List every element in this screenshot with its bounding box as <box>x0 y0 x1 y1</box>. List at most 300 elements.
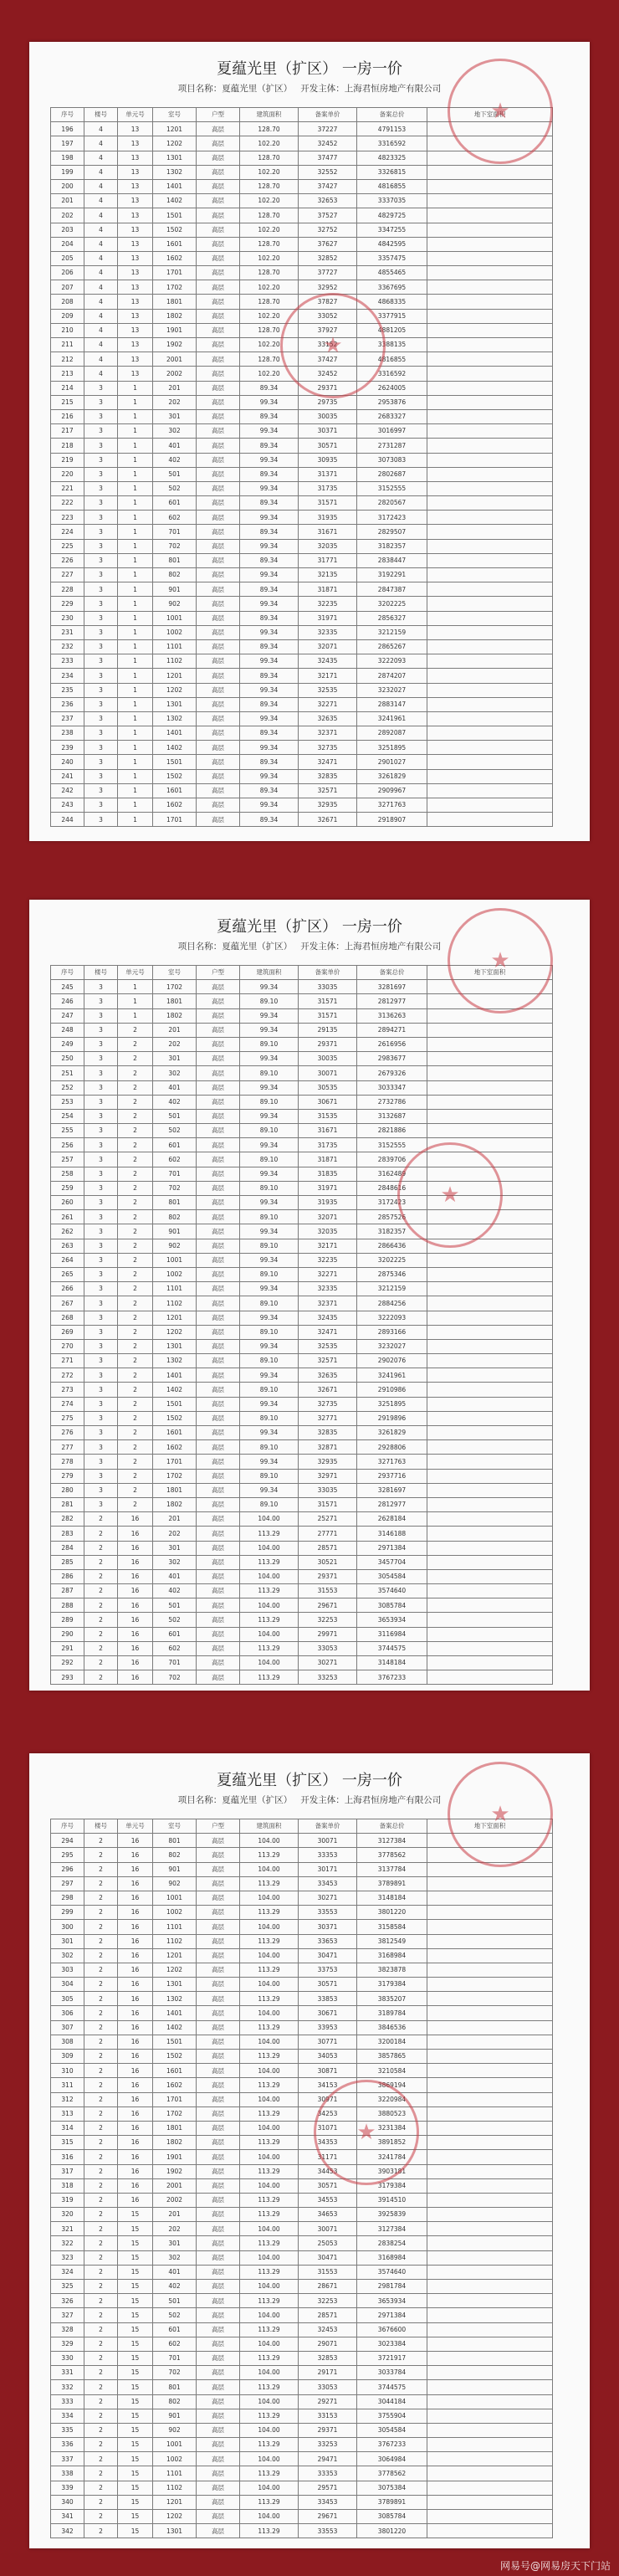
table-cell: 218 <box>51 439 84 453</box>
table-cell <box>427 1311 553 1325</box>
table-cell: 37927 <box>299 323 357 337</box>
table-row <box>51 338 553 352</box>
table-cell: 30071 <box>299 1834 357 1848</box>
table-cell <box>427 683 553 697</box>
table-cell <box>427 597 553 611</box>
table-cell <box>427 1181 553 1195</box>
table-cell: 4842595 <box>357 237 427 251</box>
table-cell: 113.29 <box>240 1613 299 1627</box>
table-cell: 2 <box>84 2495 118 2509</box>
table-cell: 401 <box>153 1080 197 1095</box>
table-cell: 104.00 <box>240 2510 299 2524</box>
table-cell: 2 <box>84 2222 118 2236</box>
table-cell: 89.10 <box>240 1037 299 1051</box>
table-cell: 702 <box>153 1670 197 1685</box>
table-cell: 2 <box>118 1354 153 1368</box>
table-cell: 2 <box>84 2208 118 2222</box>
column-header: 室号 <box>153 108 197 122</box>
table-cell: 2971384 <box>357 2308 427 2322</box>
table-row <box>51 2495 553 2509</box>
table-cell: 16 <box>118 2092 153 2106</box>
table-cell: 802 <box>153 1210 197 1224</box>
table-cell: 高层 <box>197 1891 240 1905</box>
table-cell: 204 <box>51 237 84 251</box>
table-cell: 3 <box>84 1267 118 1281</box>
table-cell: 高层 <box>197 2150 240 2164</box>
table-cell: 高层 <box>197 1906 240 1920</box>
table-cell: 113.29 <box>240 1848 299 1862</box>
table-cell: 1 <box>118 381 153 395</box>
table-cell: 3 <box>84 1339 118 1353</box>
table-cell: 30035 <box>299 1052 357 1066</box>
table-cell: 高层 <box>197 251 240 265</box>
table-cell: 3880523 <box>357 2106 427 2121</box>
table-cell: 104.00 <box>240 2035 299 2049</box>
table-cell: 1301 <box>153 697 197 711</box>
table-cell: 273 <box>51 1383 84 1397</box>
table-cell: 340 <box>51 2495 84 2509</box>
table-cell: 3367695 <box>357 280 427 295</box>
table-cell: 30571 <box>299 1978 357 1992</box>
table-cell: 294 <box>51 1834 84 1848</box>
table-cell: 336 <box>51 2438 84 2452</box>
table-cell <box>427 122 553 136</box>
table-cell <box>427 208 553 223</box>
table-cell <box>427 367 553 381</box>
table-cell: 2002 <box>153 367 197 381</box>
table-cell: 30671 <box>299 1095 357 1109</box>
table-cell: 16 <box>118 1641 153 1655</box>
table-cell: 219 <box>51 453 84 467</box>
table-cell: 3 <box>84 741 118 755</box>
table-cell: 2937716 <box>357 1469 427 1483</box>
table-cell: 2 <box>84 2438 118 2452</box>
table-cell: 104.00 <box>240 1978 299 1992</box>
table-cell: 13 <box>118 309 153 323</box>
table-row <box>51 1598 553 1613</box>
table-cell: 2 <box>84 1598 118 1613</box>
table-cell: 3148184 <box>357 1656 427 1670</box>
table-cell: 99.34 <box>240 1426 299 1440</box>
table-cell: 3347255 <box>357 223 427 237</box>
table-cell: 29671 <box>299 2510 357 2524</box>
table-cell: 902 <box>153 597 197 611</box>
table-cell: 222 <box>51 496 84 511</box>
table-cell: 32035 <box>299 1224 357 1239</box>
table-cell: 3152555 <box>357 481 427 495</box>
table-cell: 89.10 <box>240 1411 299 1425</box>
table-cell: 高层 <box>197 208 240 223</box>
table-cell: 2 <box>84 2380 118 2394</box>
table-cell: 206 <box>51 266 84 280</box>
table-cell: 29271 <box>299 2394 357 2409</box>
table-cell: 198 <box>51 151 84 165</box>
table-row <box>51 1267 553 1281</box>
table-cell: 99.34 <box>240 769 299 783</box>
table-cell: 高层 <box>197 2495 240 2509</box>
table-cell: 30371 <box>299 1920 357 1934</box>
table-cell: 高层 <box>197 2136 240 2150</box>
page-subtitle: 项目名称：夏蕴光里（扩区） 开发主体：上海君恒房地产有限公司 <box>177 942 442 952</box>
table-cell: 3 <box>84 1037 118 1051</box>
table-cell: 4823325 <box>357 151 427 165</box>
table-cell: 1501 <box>153 208 197 223</box>
table-cell: 高层 <box>197 1152 240 1167</box>
table-cell: 113.29 <box>240 2294 299 2308</box>
table-cell: 3 <box>84 1080 118 1095</box>
table-cell <box>427 2193 553 2207</box>
table-cell: 15 <box>118 2481 153 2495</box>
table-cell <box>427 2250 553 2265</box>
table-row <box>51 683 553 697</box>
table-cell: 3 <box>84 539 118 553</box>
table-cell: 32471 <box>299 1325 357 1339</box>
table-cell: 2909967 <box>357 783 427 798</box>
table-row <box>51 1440 553 1455</box>
table-cell: 2847387 <box>357 582 427 597</box>
table-cell: 3 <box>84 1152 118 1167</box>
table-cell: 901 <box>153 1224 197 1239</box>
table-cell: 13 <box>118 165 153 179</box>
table-cell: 32452 <box>299 367 357 381</box>
table-cell <box>427 2438 553 2452</box>
column-header: 室号 <box>153 966 197 980</box>
table-cell: 33453 <box>299 1876 357 1891</box>
table-cell: 2 <box>84 1920 118 1934</box>
table-cell <box>427 1224 553 1239</box>
table-row <box>51 1541 553 1555</box>
table-cell: 1202 <box>153 683 197 697</box>
table-cell: 501 <box>153 1598 197 1613</box>
table-cell: 3179384 <box>357 1978 427 1992</box>
table-cell: 高层 <box>197 1296 240 1311</box>
table-cell: 102.20 <box>240 367 299 381</box>
table-cell <box>427 496 553 511</box>
table-cell: 225 <box>51 539 84 553</box>
table-cell <box>427 2366 553 2380</box>
table-cell: 高层 <box>197 741 240 755</box>
table-cell: 33553 <box>299 1906 357 1920</box>
table-cell: 30671 <box>299 2006 357 2020</box>
column-header: 建筑面积 <box>240 108 299 122</box>
table-cell: 265 <box>51 1267 84 1281</box>
table-cell: 89.34 <box>240 755 299 769</box>
column-header: 备案总价 <box>357 108 427 122</box>
column-header: 地下室面积 <box>427 966 553 980</box>
table-cell: 高层 <box>197 553 240 567</box>
table-cell: 264 <box>51 1253 84 1267</box>
table-cell <box>427 2280 553 2294</box>
table-cell: 291 <box>51 1641 84 1655</box>
table-cell: 31935 <box>299 511 357 525</box>
table-row <box>51 1152 553 1167</box>
table-cell: 高层 <box>197 1497 240 1511</box>
table-cell: 269 <box>51 1325 84 1339</box>
table-cell: 1402 <box>153 2020 197 2035</box>
column-header: 备案总价 <box>357 1819 427 1834</box>
table-cell: 34553 <box>299 2193 357 2207</box>
table-cell: 32671 <box>299 1383 357 1397</box>
table-cell: 4868335 <box>357 295 427 309</box>
table-cell: 1601 <box>153 1426 197 1440</box>
table-cell: 89.34 <box>240 467 299 481</box>
table-row <box>51 2006 553 2020</box>
table-cell: 270 <box>51 1339 84 1353</box>
table-cell: 2 <box>118 1469 153 1483</box>
table-cell: 3127384 <box>357 1834 427 1848</box>
table-cell: 高层 <box>197 367 240 381</box>
table-cell: 32871 <box>299 1440 357 1455</box>
table-cell: 2 <box>84 2136 118 2150</box>
table-cell: 2 <box>84 2337 118 2351</box>
table-cell: 3835207 <box>357 1992 427 2006</box>
table-cell: 104.00 <box>240 1541 299 1555</box>
table-row <box>51 1584 553 1598</box>
table-cell: 3189784 <box>357 2006 427 2020</box>
table-cell: 104.00 <box>240 2121 299 2135</box>
table-cell: 272 <box>51 1368 84 1383</box>
table-cell: 201 <box>51 194 84 208</box>
table-cell <box>427 2409 553 2423</box>
table-cell: 16 <box>118 2035 153 2049</box>
table-cell <box>427 1555 553 1569</box>
table-cell: 13 <box>118 338 153 352</box>
table-cell: 高层 <box>197 2510 240 2524</box>
table-cell: 13 <box>118 266 153 280</box>
table-cell: 1802 <box>153 2136 197 2150</box>
table-cell: 224 <box>51 525 84 539</box>
column-header: 备案单价 <box>299 966 357 980</box>
table-cell: 3891852 <box>357 2136 427 2150</box>
table-cell: 2 <box>118 1282 153 1296</box>
table-row <box>51 122 553 136</box>
table-row <box>51 2035 553 2049</box>
table-cell: 2894271 <box>357 1023 427 1037</box>
table-cell: 2 <box>84 2193 118 2207</box>
table-cell: 1601 <box>153 237 197 251</box>
table-cell: 31735 <box>299 481 357 495</box>
table-cell: 1 <box>118 553 153 567</box>
table-cell <box>427 1239 553 1253</box>
table-cell: 3789891 <box>357 2495 427 2509</box>
table-row <box>51 2064 553 2078</box>
table-cell: 2 <box>84 1656 118 1670</box>
table-cell: 1301 <box>153 2524 197 2538</box>
table-cell: 15 <box>118 2438 153 2452</box>
table-cell: 199 <box>51 165 84 179</box>
table-cell <box>427 1052 553 1066</box>
table-cell: 104.00 <box>240 1920 299 1934</box>
table-cell: 2 <box>84 1963 118 1977</box>
table-cell <box>427 2121 553 2135</box>
table-cell: 310 <box>51 2064 84 2078</box>
table-header-row <box>51 108 553 122</box>
table-cell: 2802687 <box>357 467 427 481</box>
page-1 <box>29 42 590 841</box>
table-cell: 高层 <box>197 2193 240 2207</box>
price-table <box>50 1819 553 2538</box>
table-cell <box>427 151 553 165</box>
table-cell <box>427 1455 553 1469</box>
table-cell: 701 <box>153 1167 197 1181</box>
table-cell <box>427 2208 553 2222</box>
table-row <box>51 409 553 423</box>
table-row <box>51 2510 553 2524</box>
table-cell: 高层 <box>197 2078 240 2092</box>
table-cell <box>427 2050 553 2064</box>
table-cell: 201 <box>153 2208 197 2222</box>
table-cell: 304 <box>51 1978 84 1992</box>
table-cell: 2 <box>118 1483 153 1497</box>
table-header-row <box>51 1819 553 1834</box>
table-cell: 31553 <box>299 1584 357 1598</box>
table-cell: 3 <box>84 395 118 409</box>
table-cell <box>427 395 553 409</box>
table-cell <box>427 798 553 813</box>
table-cell: 3 <box>84 813 118 827</box>
table-cell: 37227 <box>299 122 357 136</box>
table-cell: 13 <box>118 280 153 295</box>
table-row <box>51 136 553 151</box>
table-cell: 2910986 <box>357 1383 427 1397</box>
table-cell: 1 <box>118 769 153 783</box>
table-cell: 16 <box>118 1963 153 1977</box>
table-row <box>51 2208 553 2222</box>
table-row <box>51 511 553 525</box>
table-cell: 30521 <box>299 1555 357 1569</box>
table-cell: 16 <box>118 2078 153 2092</box>
table-cell: 902 <box>153 1876 197 1891</box>
table-cell: 2 <box>84 2236 118 2250</box>
table-cell: 113.29 <box>240 2078 299 2092</box>
table-row <box>51 1080 553 1095</box>
table-cell: 32653 <box>299 194 357 208</box>
table-cell: 1 <box>118 654 153 669</box>
table-cell: 295 <box>51 1848 84 1862</box>
table-cell: 2 <box>84 1584 118 1598</box>
table-cell: 37827 <box>299 295 357 309</box>
table-cell: 104.00 <box>240 1512 299 1527</box>
table-cell <box>427 1023 553 1037</box>
table-cell: 16 <box>118 1569 153 1583</box>
table-cell: 31735 <box>299 1138 357 1152</box>
table-cell: 1501 <box>153 2035 197 2049</box>
table-cell: 233 <box>51 654 84 669</box>
table-cell: 高层 <box>197 237 240 251</box>
table-cell: 2919896 <box>357 1411 427 1425</box>
table-cell: 32771 <box>299 1411 357 1425</box>
table-cell: 13 <box>118 223 153 237</box>
table-row <box>51 2020 553 2035</box>
table-cell: 1402 <box>153 194 197 208</box>
table-cell: 99.34 <box>240 1109 299 1123</box>
table-cell: 高层 <box>197 1023 240 1037</box>
table-cell: 29371 <box>299 1037 357 1051</box>
table-row <box>51 251 553 265</box>
table-cell: 32435 <box>299 1311 357 1325</box>
table-cell: 15 <box>118 2495 153 2509</box>
table-cell: 285 <box>51 1555 84 1569</box>
table-row <box>51 2366 553 2380</box>
table-cell: 335 <box>51 2423 84 2437</box>
table-cell: 2 <box>118 1311 153 1325</box>
table-cell: 3172423 <box>357 511 427 525</box>
table-cell: 31571 <box>299 496 357 511</box>
table-cell: 2 <box>84 2280 118 2294</box>
table-row <box>51 439 553 453</box>
table-cell: 258 <box>51 1167 84 1181</box>
table-cell: 113.29 <box>240 1876 299 1891</box>
table-row <box>51 1656 553 1670</box>
table-cell: 128.70 <box>240 352 299 367</box>
table-cell: 32135 <box>299 568 357 582</box>
table-cell: 高层 <box>197 1483 240 1497</box>
table-cell: 16 <box>118 2150 153 2164</box>
table-cell <box>427 1109 553 1123</box>
table-cell: 30571 <box>299 2178 357 2193</box>
table-cell: 113.29 <box>240 1992 299 2006</box>
table-cell: 1801 <box>153 2121 197 2135</box>
table-cell: 301 <box>153 2236 197 2250</box>
table-cell: 128.70 <box>240 151 299 165</box>
table-cell: 1801 <box>153 295 197 309</box>
table-cell: 33152 <box>299 338 357 352</box>
table-cell: 113.29 <box>240 2438 299 2452</box>
table-cell: 89.10 <box>240 1239 299 1253</box>
table-cell: 高层 <box>197 2423 240 2437</box>
table-cell: 16 <box>118 1934 153 1948</box>
table-cell: 315 <box>51 2136 84 2150</box>
table-row <box>51 2481 553 2495</box>
table-cell: 30071 <box>299 2222 357 2236</box>
table-cell: 2848616 <box>357 1181 427 1195</box>
table-cell: 298 <box>51 1891 84 1905</box>
table-cell <box>427 2481 553 2495</box>
table-cell: 253 <box>51 1095 84 1109</box>
table-row <box>51 352 553 367</box>
table-cell: 234 <box>51 669 84 683</box>
table-cell: 高层 <box>197 1555 240 1569</box>
table-cell: 16 <box>118 2064 153 2078</box>
table-cell: 3 <box>84 381 118 395</box>
table-cell: 202 <box>153 395 197 409</box>
table-cell: 1501 <box>153 1397 197 1411</box>
table-cell: 4 <box>84 251 118 265</box>
table-cell: 高层 <box>197 2308 240 2322</box>
table-cell: 212 <box>51 352 84 367</box>
table-cell: 2953876 <box>357 395 427 409</box>
table-row <box>51 2178 553 2193</box>
table-row <box>51 2409 553 2423</box>
table-cell <box>427 2078 553 2092</box>
table-cell: 30471 <box>299 1948 357 1963</box>
table-cell <box>427 1934 553 1948</box>
table-cell <box>427 1440 553 1455</box>
table-cell: 32235 <box>299 1253 357 1267</box>
table-cell: 高层 <box>197 2106 240 2121</box>
table-cell: 89.10 <box>240 1152 299 1167</box>
table-cell: 31971 <box>299 1181 357 1195</box>
table-cell: 3222093 <box>357 1311 427 1325</box>
table-row <box>51 1224 553 1239</box>
table-cell: 128.70 <box>240 266 299 280</box>
table-cell: 261 <box>51 1210 84 1224</box>
table-cell: 239 <box>51 741 84 755</box>
column-header: 楼号 <box>84 108 118 122</box>
table-cell: 102.20 <box>240 194 299 208</box>
table-cell: 221 <box>51 481 84 495</box>
table-cell: 1801 <box>153 1483 197 1497</box>
